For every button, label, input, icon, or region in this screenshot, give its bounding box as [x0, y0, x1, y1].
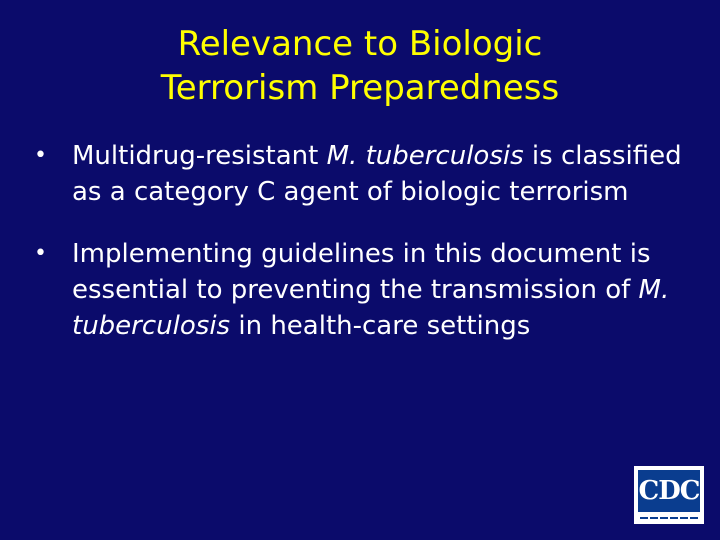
bullet-dot-icon: • — [34, 143, 47, 168]
bullet-list — [30, 138, 700, 370]
bullet-1-species-name: M. tuberculosis — [326, 141, 524, 171]
bullet-dot-icon: • — [34, 241, 47, 266]
cdc-logo-tagline — [638, 514, 700, 522]
bullet-item-1 — [30, 138, 700, 210]
bullet-2-species-name: M. tuberculosis — [72, 275, 670, 341]
title-line-1: Relevance to Biologic — [177, 24, 543, 64]
title-line-2: Terrorism Preparedness — [160, 68, 560, 108]
bullet-item-2 — [30, 236, 700, 344]
slide-title — [0, 22, 720, 110]
cdc-logo-mark: CDC — [638, 470, 700, 512]
bullet-1-text-end: is classified as a category C agent of biologic terrorism — [72, 141, 682, 207]
bullet-2-text-start: Implementing guidelines in this document is essential to preventing the transmission of — [72, 239, 651, 305]
bullet-1-text-start: Multidrug-resistant — [72, 141, 327, 171]
bullet-2-text-end: in health-care settings — [230, 311, 531, 341]
cdc-logo — [634, 466, 704, 524]
